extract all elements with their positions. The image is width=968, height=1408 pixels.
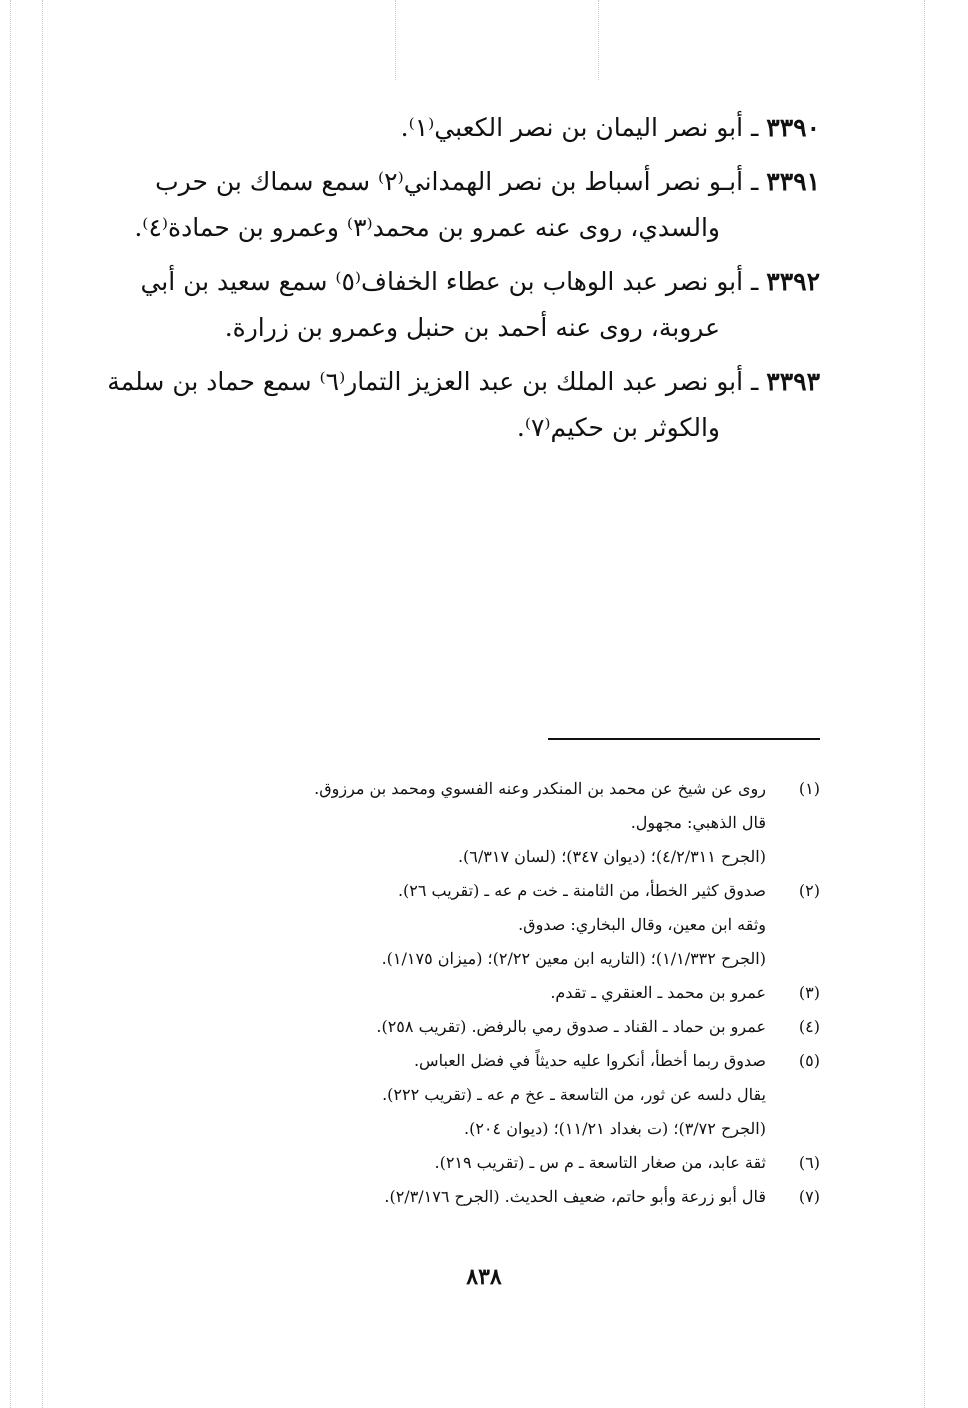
footnote-2-continuation [230,908,820,942]
footnote-text: صدوق ربما أخطأ، أنكروا عليه حديثاً في فضل العباس. [413,1051,766,1070]
entry-line [125,105,820,151]
footnote-number: (٧) [798,1187,820,1206]
entry-3390 [125,105,820,151]
footnote-5-continuation [230,1078,820,1112]
entry-number: ٣٣٩٠ [766,113,820,142]
entry-continuation: عروبة، روى عنه أحمد بن حنبل وعمرو بن زرارة. [224,313,720,342]
footnote-5-sources [230,1112,820,1146]
entry-line [125,159,820,205]
footnote-2-sources [230,942,820,976]
scan-artifact-line [42,0,43,1408]
footnote-number: (٢) [798,881,820,900]
entry-text: ـ أبـو نصر أسباط بن نصر الهمداني⁽٢⁾ سمع سماك بن حرب [155,167,759,196]
footnote-text: روى عن شيخ عن محمد بن المنكدر وعنه الفسوي ومحمد بن مرزوق. [314,779,766,798]
entry-number: ٣٣٩٢ [766,267,820,296]
footnote-text: صدوق كثير الخطأ، من الثامنة ـ خت م عه ـ (تقريب ٢٦). [397,881,766,900]
footnote-7 [230,1180,820,1214]
entry-number: ٣٣٩١ [766,167,820,196]
footnote-text: عمرو بن محمد ـ العنقري ـ تقدم. [550,983,766,1002]
footnote-number: (٣) [798,983,820,1002]
footnotes [230,772,820,1214]
biography-entries [107,105,820,459]
footnote-text: (الجرح ٤/٢/٣١١)؛ (ديوان ٣٤٧)؛ (لسان ٦/٣١٧). [457,847,766,866]
entry-text: ـ أبو نصر عبد الوهاب بن عطاء الخفاف⁽٥⁾ سمع سعيد بن أبي [140,267,759,296]
entry-3392 [125,259,820,351]
footnote-1 [230,772,820,806]
footnote-number: (٦) [798,1153,820,1172]
entry-continuation: والسدي، روى عنه عمرو بن محمد⁽٣⁾ وعمرو بن حمادة⁽٤⁾. [134,213,720,242]
footnote-2 [230,874,820,908]
entry-text: ـ أبو نصر عبد الملك بن عبد العزيز التمار⁽٦⁾ سمع حماد بن سلمة [107,367,759,396]
entry-line [107,359,820,405]
footnote-text: عمرو بن حماد ـ القناد ـ صدوق رمي بالرفض. (تقريب ٢٥٨). [376,1017,766,1036]
footnote-number: (٤) [798,1017,820,1036]
footnote-text: قال أبو زرعة وأبو حاتم، ضعيف الحديث. (الجرح ٢/٣/١٧٦). [384,1187,766,1206]
footnote-4 [230,1010,820,1044]
footnote-separator [548,738,820,740]
footnote-1-continuation [230,806,820,840]
footnote-text: يقال دلسه عن ثور، من التاسعة ـ عخ م عه ـ (تقريب ٢٢٢). [382,1085,766,1104]
footnote-text: قال الذهبي: مجهول. [630,813,766,832]
scan-artifact-line [598,0,599,80]
entry-3391 [125,159,820,251]
entry-line [125,259,820,305]
entry-continuation: والكوثر بن حكيم⁽٧⁾. [516,413,720,442]
scan-artifact-line [10,0,11,1408]
page-number: ٨٣٨ [466,1264,502,1290]
footnote-text: وثقه ابن معين، وقال البخاري: صدوق. [518,915,766,934]
footnote-5 [230,1044,820,1078]
scan-artifact-line [395,0,396,80]
footnote-3 [230,976,820,1010]
footnote-text: ثقة عابد، من صغار التاسعة ـ م س ـ (تقريب ٢١٩). [434,1153,766,1172]
footnote-text: (الجرح ١/١/٣٣٢)؛ (التاريه ابن معين ٢/٢٢)؛ (ميزان ١/١٧٥). [381,949,766,968]
scan-artifact-line [924,0,925,1408]
entry-text: ـ أبو نصر اليمان بن نصر الكعبي⁽١⁾. [400,113,759,142]
footnote-text: (الجرح ٣/٧٢)؛ (ت بغداد ١١/٢١)؛ (ديوان ٢٠٤). [464,1119,766,1138]
footnote-6 [230,1146,820,1180]
footnote-1-sources [230,840,820,874]
entry-number: ٣٣٩٣ [766,367,820,396]
footnote-number: (١) [798,779,820,798]
footnote-number: (٥) [798,1051,820,1070]
entry-3393 [107,359,820,451]
